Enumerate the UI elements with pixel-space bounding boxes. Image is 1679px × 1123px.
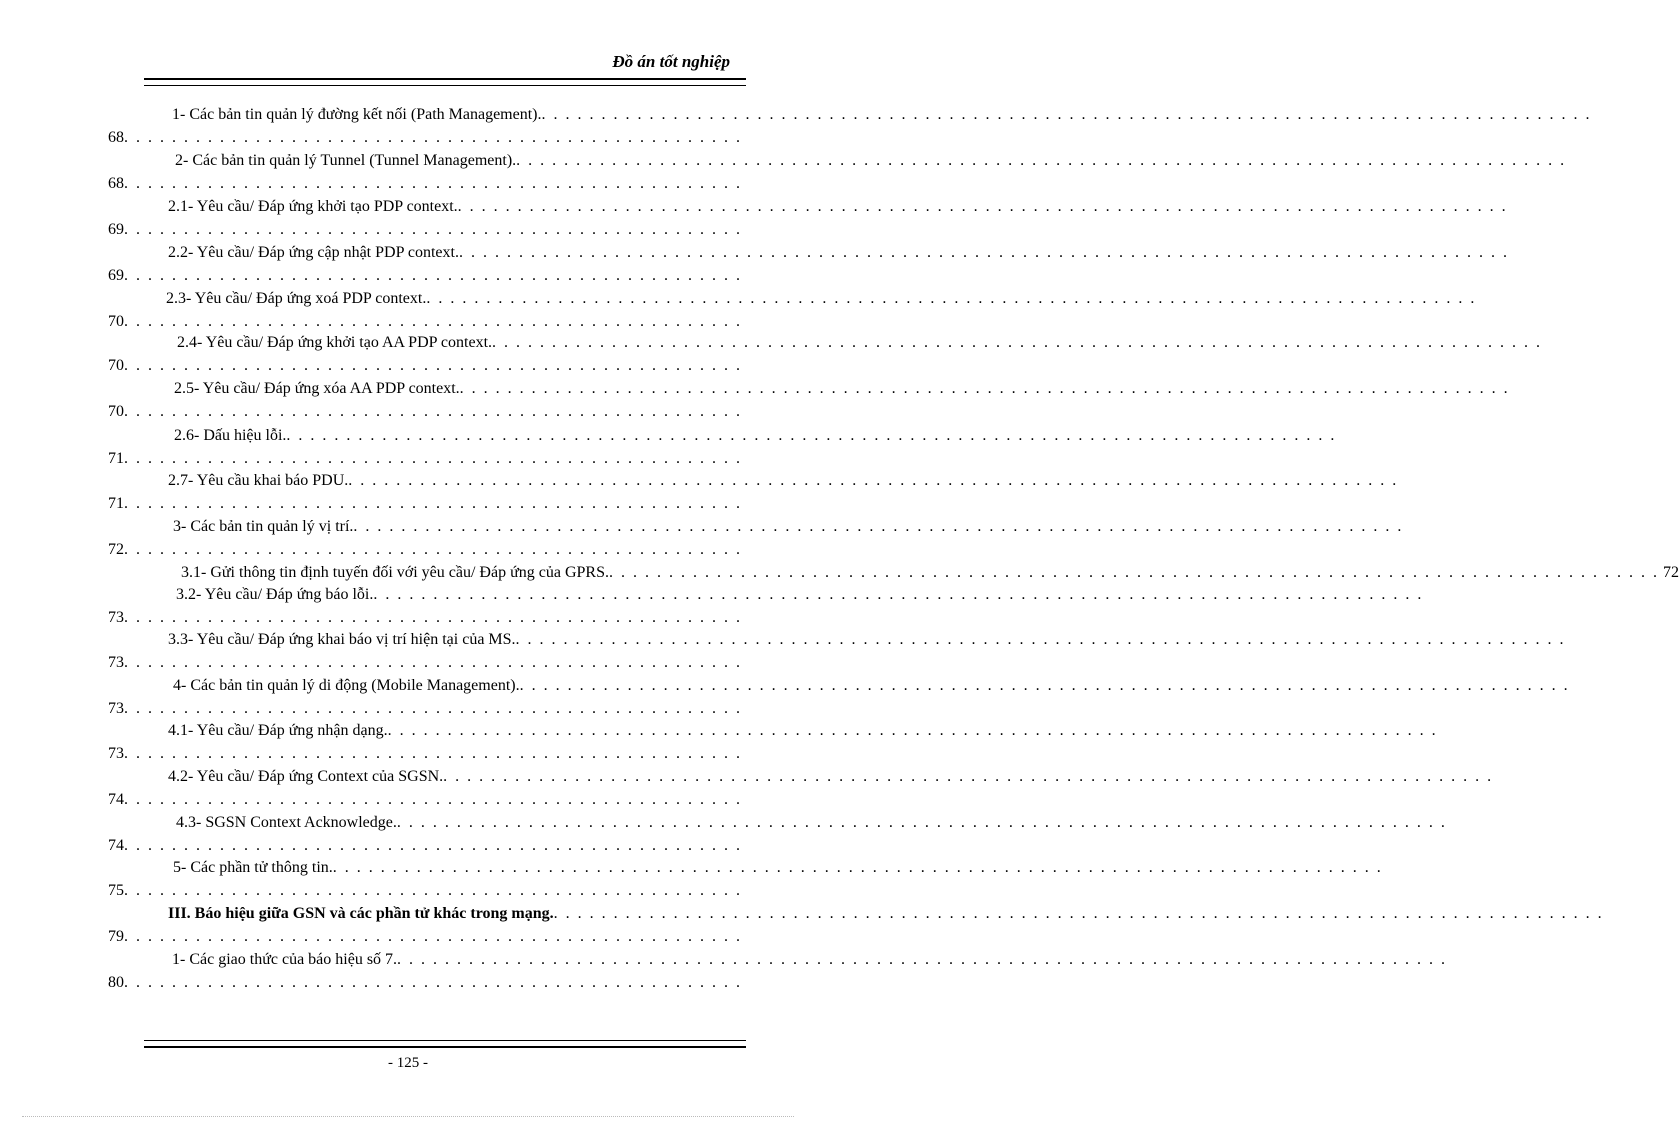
toc-entry-continuation [108,266,742,286]
toc-entry-title: 4.2- Yêu cầu/ Đáp ứng Context của SGSN. [168,768,444,785]
toc-entry[interactable] [168,471,742,491]
toc-page-number: 71 [108,450,124,467]
toc-leader [397,950,1447,970]
toc-page-number: 69 [108,221,124,238]
toc-entry-title: 4.1- Yêu cầu/ Đáp ứng nhận dạng. [168,722,388,739]
toc-entry-continuation [108,608,742,628]
toc-entry-title: 1- Các giao thức của báo hiệu số 7. [172,951,398,968]
toc-entry-continuation [108,356,742,376]
toc-entry-title: 5- Các phần tử thông tin. [173,859,333,876]
toc-entry-title: 1- Các bản tin quản lý đường kết nối (Path Management). [172,106,542,123]
toc-entry-continuation [108,881,742,901]
toc-entry-title: 3.2- Yêu cầu/ Đáp ứng báo lỗi. [176,586,374,603]
toc-page-number: 68 [108,129,124,146]
toc-entry-continuation [108,312,742,332]
toc-entry-title: 4.3- SGSN Context Acknowledge. [176,814,397,831]
toc-entry[interactable] [172,950,742,970]
toc-entry-continuation [108,128,742,148]
toc-entry[interactable] [168,767,742,787]
toc-leader [492,333,1542,353]
toc-leader [459,243,1509,263]
header-title: Đồ án tốt nghiệp [612,52,730,71]
toc-entry[interactable] [172,105,742,125]
toc-entry[interactable] [177,333,742,353]
toc-entry[interactable] [174,379,742,399]
toc-entry-continuation [108,402,742,422]
toc-entry-continuation [108,973,742,993]
toc-entry-title: 2.6- Dấu hiệu lỗi. [174,427,287,444]
toc-page-number: 69 [108,267,124,284]
toc-entry[interactable] [168,904,742,924]
toc-entry[interactable] [174,426,742,446]
toc-page-number: 74 [108,791,124,808]
toc-entry[interactable] [175,151,742,171]
toc-entry-continuation [108,220,742,240]
toc-page-number: 73 [108,745,124,762]
toc-entry-continuation [108,540,742,560]
toc-entry[interactable] [173,517,742,537]
toc-page-number: 80 [108,974,124,991]
toc-entry[interactable] [173,858,742,878]
toc-leader [426,289,1476,309]
toc-leader [516,151,1566,171]
toc-entry-continuation [108,174,742,194]
toc-entry-title: 3.1- Gửi thông tin định tuyến đối với yêu cầu/ Đáp ứng của GPRS. [181,564,609,581]
toc-page-number: 70 [108,357,124,374]
toc-entry-continuation [108,927,742,947]
toc-page-number: 79 [108,928,124,945]
toc-entry[interactable] [168,630,742,650]
toc-leader [609,563,1659,583]
footer-page-number: - 125 - [388,1055,428,1071]
toc-page-number: 73 [108,609,124,626]
toc-leader [397,813,1447,833]
toc-entry-continuation [108,790,742,810]
toc-entry-continuation [108,494,742,514]
toc-leader [348,471,1398,491]
toc-leader [520,676,1570,696]
toc-leader [333,858,1383,878]
toc-leader [373,585,1423,605]
toc-leader [443,767,1493,787]
toc-leader [460,379,1510,399]
toc-leader [516,630,1566,650]
toc-page-number: 71 [108,495,124,512]
toc-entry-title: 3.3- Yêu cầu/ Đáp ứng khai báo vị trí hiện tại của MS. [168,631,516,648]
toc-entry-title: 2- Các bản tin quản lý Tunnel (Tunnel Management). [175,152,517,169]
toc-entry-title: 2.5- Yêu cầu/ Đáp ứng xóa AA PDP context. [174,380,460,397]
toc-entry[interactable] [168,721,742,741]
toc-entry-title: 2.2- Yêu cầu/ Đáp ứng cập nhật PDP context. [168,244,459,261]
toc-page-number: 75 [108,882,124,899]
toc-entry[interactable] [181,563,1679,583]
toc-leader [542,105,1592,125]
toc-leader [554,904,1604,924]
toc-page-number: 74 [108,837,124,854]
toc-entry-title: 4- Các bản tin quản lý di động (Mobile Management). [173,677,520,694]
toc-page-number: 72 [108,541,124,558]
toc-entry-title: III. Báo hiệu giữa GSN và các phần tử khác trong mạng. [168,905,554,922]
toc-entry-title: 2.1- Yêu cầu/ Đáp ứng khởi tạo PDP context. [168,198,458,215]
toc-page-number: 73 [108,654,124,671]
toc-entry[interactable] [168,197,742,217]
toc-entry-continuation [108,449,742,469]
toc-leader [286,426,1336,446]
toc-entry-continuation [108,699,742,719]
footer-rule [144,1040,746,1048]
toc-entry-title: 2.7- Yêu cầu khai báo PDU. [168,472,349,489]
toc-entry-continuation [108,653,742,673]
toc-entry-title: 2.3- Yêu cầu/ Đáp ứng xoá PDP context. [166,290,427,307]
toc-entry[interactable] [176,813,742,833]
toc-leader [388,721,1438,741]
toc-leader [458,197,1508,217]
toc-entry[interactable] [176,585,742,605]
toc-entry[interactable] [173,676,742,696]
toc-page-number: 72 [1662,564,1679,581]
toc-page-number: 68 [108,175,124,192]
toc-entry-title: 2.4- Yêu cầu/ Đáp ứng khởi tạo AA PDP context. [177,334,493,351]
toc-entry-continuation [108,744,742,764]
toc-page-number: 70 [108,313,124,330]
page-bottom-border [22,1116,794,1117]
toc-entry-continuation [108,836,742,856]
toc-leader [353,517,1403,537]
toc-page-number: 70 [108,403,124,420]
toc-entry-title: 3- Các bản tin quản lý vị trí. [173,518,354,535]
toc-page-number: 73 [108,700,124,717]
toc-entry[interactable] [168,243,742,263]
header-rule [144,78,746,86]
toc-entry[interactable] [166,289,742,309]
